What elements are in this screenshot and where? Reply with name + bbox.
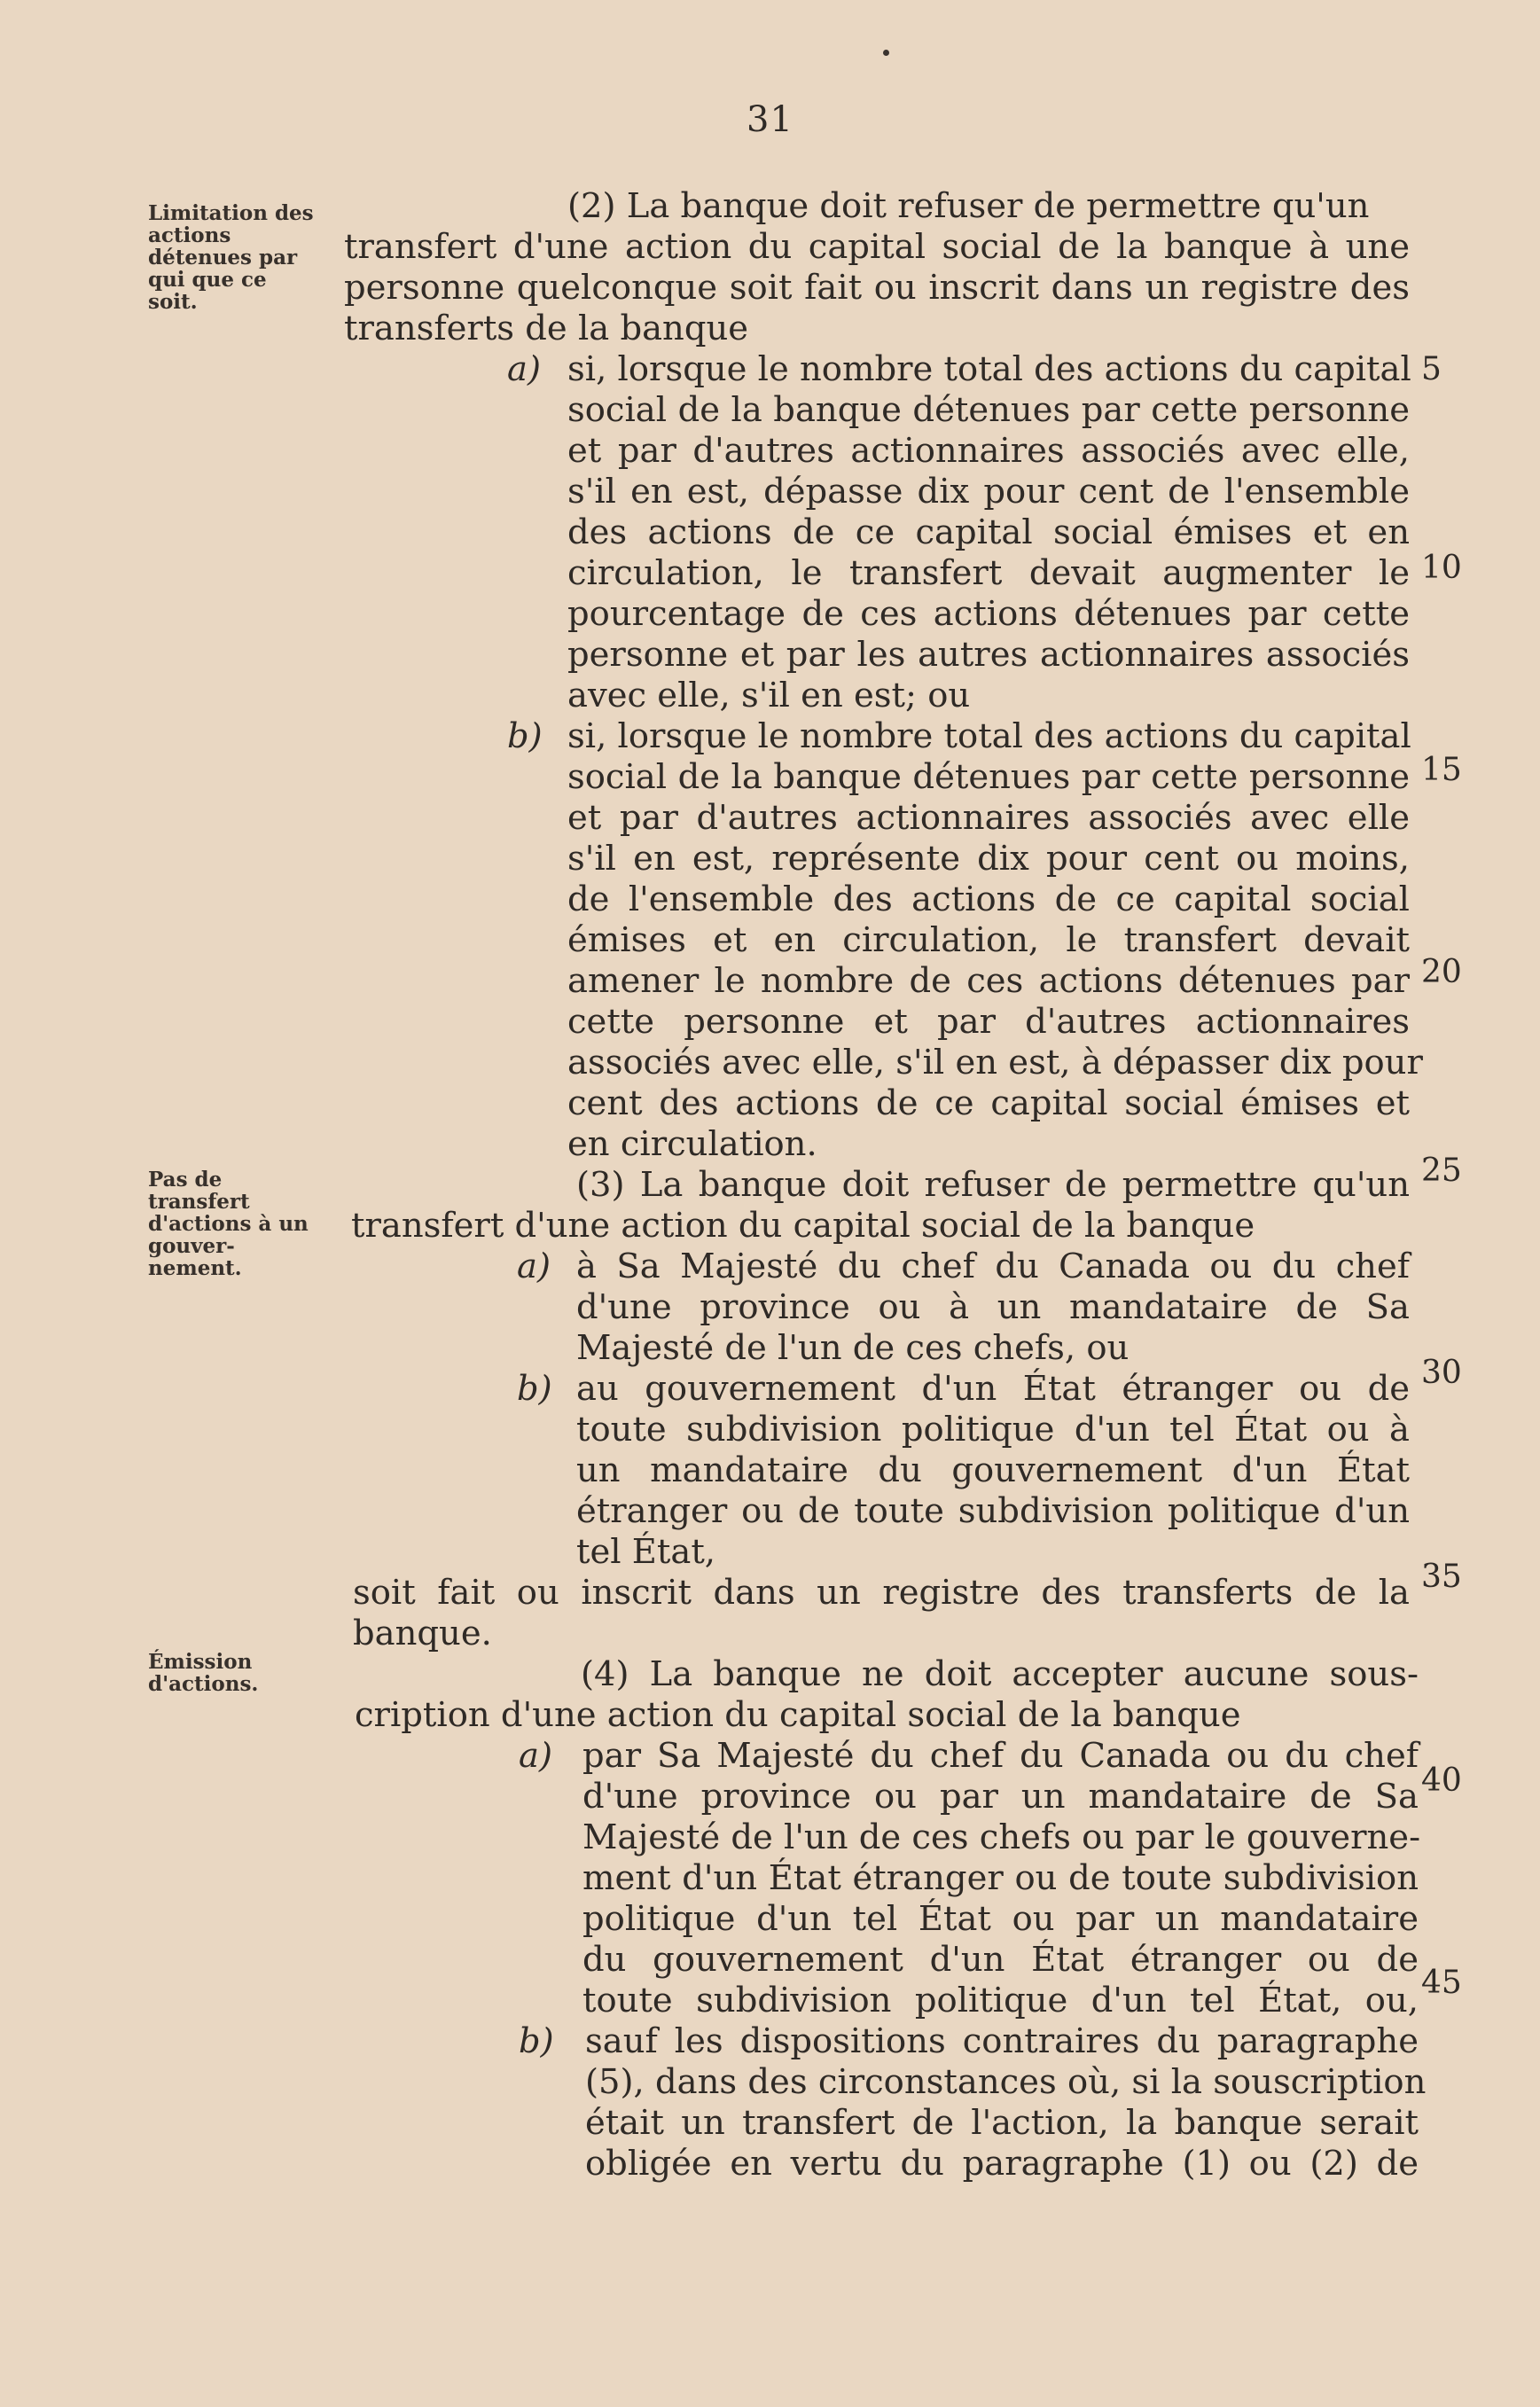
item-marker: b): [507, 716, 543, 756]
text-line: soit fait ou inscrit dans un registre des transferts de la: [353, 1573, 1410, 1613]
line-number: 40: [1421, 1762, 1462, 1799]
text-line: social de la banque détenues par cette personne: [567, 390, 1410, 430]
text-line: amener le nombre de ces actions détenues par: [567, 961, 1410, 1001]
text-line: associés avec elle, s'il en est, à dépasser dix pour: [567, 1043, 1423, 1082]
text-line: par Sa Majesté du chef du Canada ou du chef: [582, 1736, 1419, 1776]
text-line: émises et en circulation, le transfert devait: [567, 920, 1410, 960]
text-line: était un transfert de l'action, la banque serait: [585, 2103, 1419, 2143]
item-marker: a): [519, 1736, 552, 1776]
text-line: Majesté de l'un de ces chefs, ou: [576, 1328, 1130, 1368]
line-number: 10: [1421, 550, 1462, 586]
text-line: s'il en est, représente dix pour cent ou moins,: [567, 839, 1410, 879]
line-number: 20: [1421, 954, 1462, 990]
item-marker: b): [517, 1369, 552, 1409]
text-line: un mandataire du gouvernement d'un État: [576, 1450, 1410, 1490]
text-line: circulation, le transfert devait augmenter le: [567, 553, 1410, 593]
text-line: au gouvernement d'un État étranger ou de: [576, 1369, 1410, 1409]
text-line: en circulation.: [567, 1124, 817, 1164]
text-line: si, lorsque le nombre total des actions du capital: [567, 716, 1411, 756]
text-line: social de la banque détenues par cette personne: [567, 757, 1410, 797]
line-number: 25: [1421, 1153, 1462, 1189]
line-number: 30: [1421, 1355, 1462, 1391]
item-marker: b): [519, 2021, 554, 2061]
text-line: de l'ensemble des actions de ce capital social: [567, 879, 1410, 919]
text-line: cription d'une action du capital social de la banque: [355, 1695, 1241, 1735]
text-line: du gouvernement d'un État étranger ou de: [582, 1940, 1419, 1980]
text-line: transfert d'une action du capital social de la banque: [351, 1206, 1255, 1246]
text-line: étranger ou de toute subdivision politique d'un: [576, 1491, 1410, 1531]
text-line: personne quelconque soit fait ou inscrit dans un registre des: [344, 268, 1410, 308]
text-line: d'une province ou par un mandataire de Sa: [582, 1777, 1419, 1817]
text-line: et par d'autres actionnaires associés avec elle,: [567, 431, 1410, 471]
text-line: personne et par les autres actionnaires associés: [567, 635, 1410, 675]
sidenote-transfert-gouvernement: Pas de transfert d'actions à un gouver-nement.: [148, 1168, 309, 1280]
text-line: toute subdivision politique d'un tel État, ou,: [582, 1981, 1419, 2020]
text-line: (4) La banque ne doit accepter aucune sous-: [581, 1654, 1419, 1694]
text-line: (5), dans des circonstances où, si la souscription: [585, 2062, 1427, 2102]
item-marker: a): [517, 1246, 551, 1286]
line-number: 5: [1421, 351, 1442, 387]
text-line: cent des actions de ce capital social émises et: [567, 1083, 1410, 1123]
text-line: Majesté de l'un de ces chefs ou par le gouverne-: [582, 1817, 1421, 1857]
text-line: avec elle, s'il en est; ou: [567, 676, 971, 715]
line-number: 45: [1421, 1965, 1462, 2001]
text-line: tel État,: [576, 1532, 716, 1572]
text-line: (3) La banque doit refuser de permettre qu'un: [576, 1165, 1410, 1205]
line-number: 35: [1421, 1559, 1462, 1595]
text-line: et par d'autres actionnaires associés avec elle: [567, 798, 1410, 838]
text-line: sauf les dispositions contraires du paragraphe: [585, 2021, 1419, 2061]
text-line: transferts de la banque: [344, 309, 749, 348]
text-line: toute subdivision politique d'un tel État ou à: [576, 1410, 1410, 1450]
sidenote-limitation: Limitation des actions détenues par qui que ce soit.: [148, 201, 314, 314]
text-line: à Sa Majesté du chef du Canada ou du chef: [576, 1246, 1410, 1286]
text-line: banque.: [353, 1614, 492, 1653]
sidenote-emission: Émission d'actions.: [148, 1650, 259, 1696]
text-line: cette personne et par d'autres actionnaires: [567, 1002, 1410, 1042]
text-line: ment d'un État étranger ou de toute subdivision: [582, 1858, 1419, 1898]
text-line: d'une province ou à un mandataire de Sa: [576, 1287, 1410, 1327]
page-number: 31: [747, 99, 793, 140]
line-number: 15: [1421, 752, 1462, 788]
text-line: transfert d'une action du capital social de la banque à une: [344, 227, 1410, 267]
text-line: obligée en vertu du paragraphe (1) ou (2) de: [585, 2144, 1419, 2184]
item-marker: a): [507, 349, 541, 389]
text-line: si, lorsque le nombre total des actions du capital: [567, 349, 1411, 389]
text-line: s'il en est, dépasse dix pour cent de l'ensemble: [567, 472, 1410, 512]
text-line: (2) La banque doit refuser de permettre qu'un: [567, 186, 1370, 226]
text-line: des actions de ce capital social émises et en: [567, 512, 1410, 552]
text-line: politique d'un tel État ou par un mandataire: [582, 1899, 1419, 1939]
text-line: pourcentage de ces actions détenues par cette: [567, 594, 1410, 634]
printer-mark: [883, 50, 889, 56]
